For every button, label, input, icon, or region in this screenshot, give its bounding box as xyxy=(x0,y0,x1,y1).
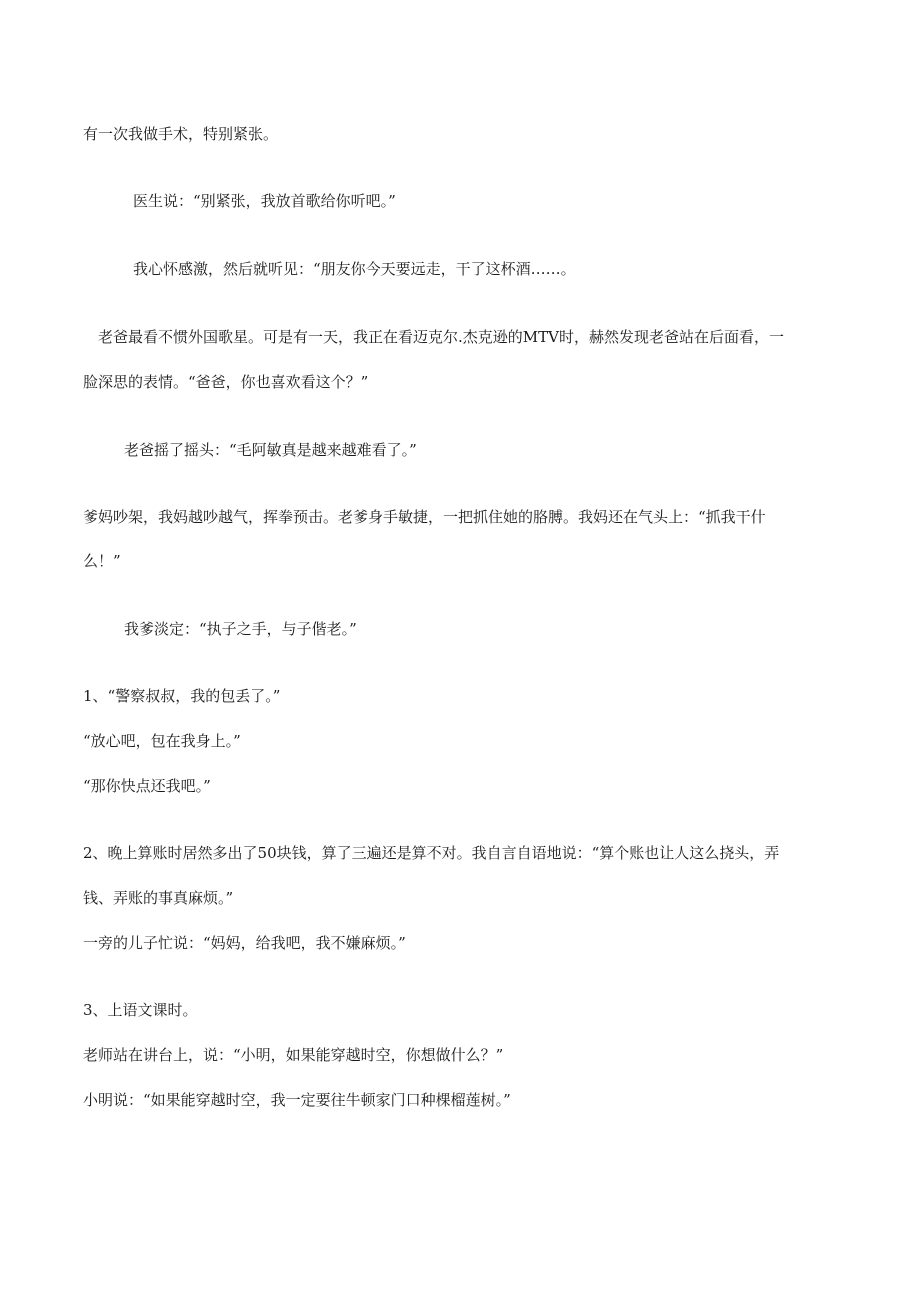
text-line: 老爸最看不惯外国歌星。可是有一天，我正在看迈克尔.杰克逊的MTV时，赫然发现老爸站在后面看，一 xyxy=(98,328,784,346)
text-line: 我爹淡定：“执子之手，与子偕老。” xyxy=(124,620,357,638)
text-line: 老师站在讲台上，说：“小明，如果能穿越时空，你想做什么？” xyxy=(83,1046,504,1064)
text-line: 我心怀感激，然后就听见：“朋友你今天要远走，干了这杯酒……。 xyxy=(133,260,576,278)
text-line: 医生说：“别紧张，我放首歌给你听吧。” xyxy=(133,192,396,210)
text-line: “放心吧，包在我身上。” xyxy=(83,732,241,750)
text-line: 1、“警察叔叔，我的包丢了。” xyxy=(83,687,281,705)
text-line: 老爸摇了摇头：“毛阿敏真是越来越难看了。” xyxy=(124,441,417,459)
text-line: 钱、弄账的事真麻烦。” xyxy=(83,889,234,907)
text-line: 一旁的儿子忙说：“妈妈，给我吧，我不嫌麻烦。” xyxy=(83,934,406,952)
text-line: “那你快点还我吧。” xyxy=(83,777,211,795)
text-line: 2、晚上算账时居然多出了50块钱，算了三遍还是算不对。我自言自语地说：“算个账也让人这么挠头，弄 xyxy=(83,844,780,862)
text-line: 脸深思的表情。“爸爸，你也喜欢看这个？” xyxy=(83,373,369,391)
text-line: 么！” xyxy=(83,552,121,570)
text-line: 3、上语文课时。 xyxy=(83,1001,198,1019)
text-line: 有一次我做手术，特别紧张。 xyxy=(83,125,279,143)
text-line: 爹妈吵架，我妈越吵越气，挥拳预击。老爹身手敏捷，一把抓住她的胳膊。我妈还在气头上：“抓我干什 xyxy=(83,508,766,526)
text-line: 小明说：“如果能穿越时空，我一定要往牛顿家门口种棵榴莲树。” xyxy=(83,1091,511,1109)
